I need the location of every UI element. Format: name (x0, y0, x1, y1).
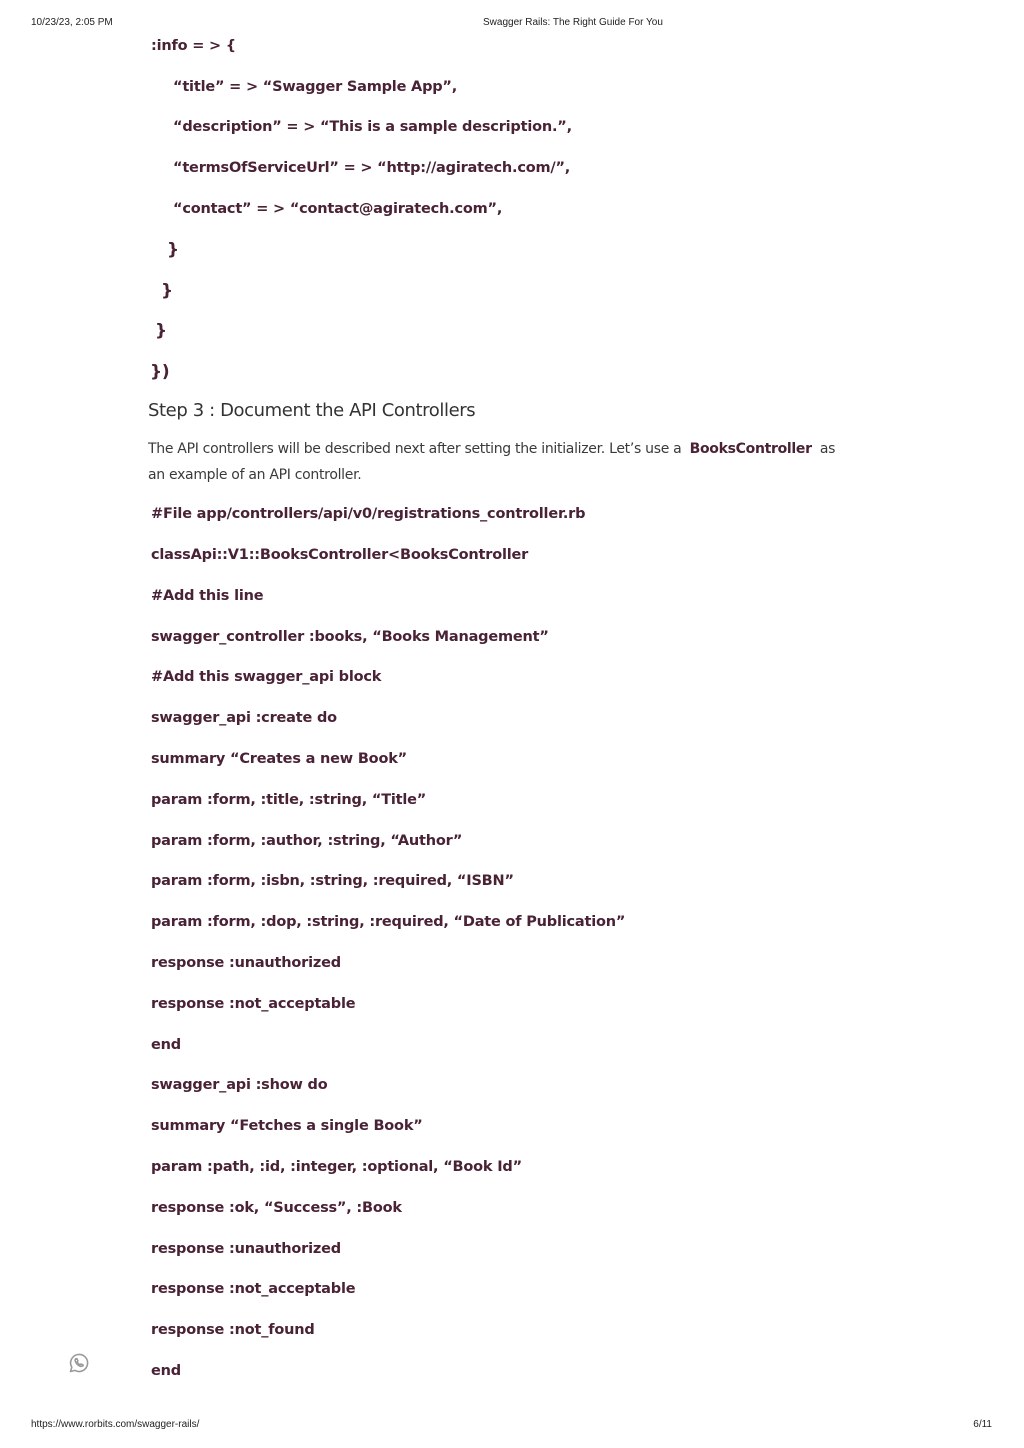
code-line: swagger_api :create do (151, 710, 337, 726)
code-line: response :ok, “Success”, :Book (151, 1200, 402, 1216)
intro-paragraph (148, 436, 838, 488)
code-line: } (167, 240, 179, 260)
code-line: }) (150, 362, 170, 382)
code-line: swagger_controller :books, “Books Management” (151, 629, 549, 645)
print-page-number: 6/11 (973, 1419, 992, 1430)
print-url: https://www.rorbits.com/swagger-rails/ (31, 1419, 200, 1430)
print-page-title: Swagger Rails: The Right Guide For You (483, 17, 663, 28)
code-line: “termsOfServiceUrl” = > “http://agiratech.com/”, (173, 160, 571, 176)
inline-code: BooksController (689, 441, 812, 457)
code-line: response :not_acceptable (151, 996, 356, 1012)
code-line: “title” = > “Swagger Sample App”, (173, 79, 458, 95)
code-line: param :path, :id, :integer, :optional, “Book Id” (151, 1159, 522, 1175)
code-line: param :form, :isbn, :string, :required, “ISBN” (151, 873, 514, 889)
code-line: “contact” = > “contact@agiratech.com”, (173, 201, 503, 217)
code-line: end (151, 1037, 181, 1053)
code-line: response :not_acceptable (151, 1281, 356, 1297)
code-line: param :form, :author, :string, “Author” (151, 833, 463, 849)
code-line: param :form, :dop, :string, :required, “Date of Publication” (151, 914, 626, 930)
code-line: classApi::V1::BooksController<BooksController (151, 547, 529, 563)
code-line: } (155, 321, 167, 341)
code-line: summary “Fetches a single Book” (151, 1118, 423, 1134)
print-header (0, 17, 1024, 31)
code-line: #Add this swagger_api block (151, 669, 382, 685)
code-line: #File app/controllers/api/v0/registrations_controller.rb (151, 506, 586, 522)
step-heading: Step 3 : Document the API Controllers (148, 400, 476, 421)
code-line: response :not_found (151, 1322, 315, 1338)
print-footer (0, 1419, 1024, 1433)
paragraph-text: as an example of an API controller. (148, 441, 836, 483)
code-line: #Add this line (151, 588, 264, 604)
code-line: response :unauthorized (151, 1241, 341, 1257)
code-line: } (161, 281, 173, 301)
code-line: end (151, 1363, 181, 1379)
code-line: :info = > { (151, 38, 236, 54)
paragraph-text: The API controllers will be described next after setting the initializer. Let’s use a (148, 441, 682, 457)
code-line: param :form, :title, :string, “Title” (151, 792, 427, 808)
code-line: summary “Creates a new Book” (151, 751, 407, 767)
code-line: response :unauthorized (151, 955, 341, 971)
whatsapp-icon[interactable] (67, 1351, 91, 1375)
print-datetime: 10/23/23, 2:05 PM (31, 17, 113, 28)
code-line: swagger_api :show do (151, 1077, 328, 1093)
code-line: “description” = > “This is a sample description.”, (173, 119, 572, 135)
